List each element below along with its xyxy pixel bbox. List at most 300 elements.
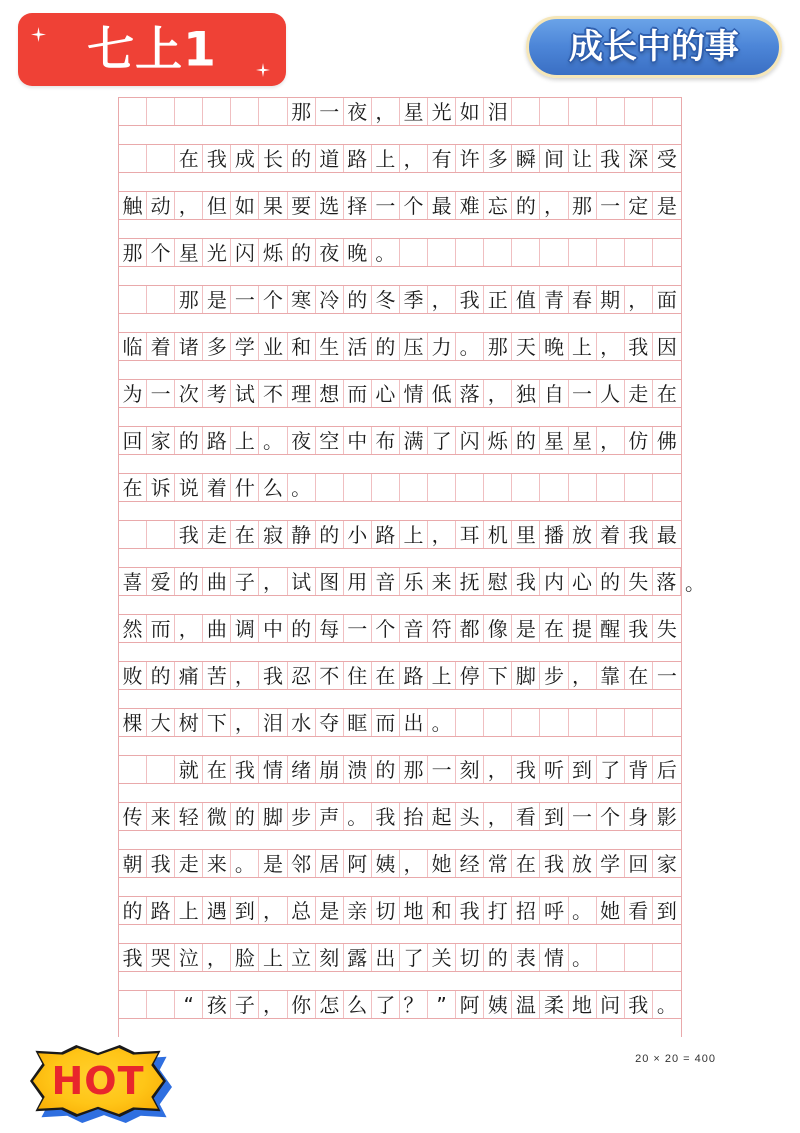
manuscript-cell[interactable]: 到 bbox=[656, 898, 677, 923]
manuscript-cell[interactable]: 看 bbox=[512, 803, 540, 830]
manuscript-row[interactable] bbox=[118, 520, 682, 549]
manuscript-cell[interactable]: ， bbox=[400, 145, 428, 172]
manuscript-cell[interactable]: 温 bbox=[512, 991, 540, 1018]
manuscript-row[interactable] bbox=[118, 426, 682, 455]
manuscript-row[interactable] bbox=[118, 614, 682, 643]
manuscript-cell[interactable]: 一 bbox=[569, 380, 597, 407]
manuscript-cell[interactable]: 在 bbox=[372, 662, 400, 689]
manuscript-cell[interactable]: 上 bbox=[175, 897, 203, 924]
manuscript-cell[interactable]: 考 bbox=[203, 380, 231, 407]
manuscript-row[interactable] bbox=[118, 567, 705, 596]
manuscript-cell[interactable]: 我 bbox=[597, 145, 625, 172]
manuscript-cell[interactable]: 来 bbox=[428, 568, 456, 595]
manuscript-cell[interactable]: 图 bbox=[316, 568, 344, 595]
manuscript-cell-empty[interactable] bbox=[175, 98, 203, 125]
manuscript-cell[interactable]: 问 bbox=[597, 991, 625, 1018]
manuscript-cell[interactable]: 姨 bbox=[484, 991, 512, 1018]
manuscript-row[interactable] bbox=[118, 191, 682, 220]
manuscript-row[interactable] bbox=[118, 755, 682, 784]
manuscript-cell[interactable]: 个 bbox=[372, 615, 400, 642]
manuscript-cell[interactable]: 来 bbox=[147, 803, 175, 830]
manuscript-cell[interactable]: 切 bbox=[456, 944, 484, 971]
manuscript-cell-empty[interactable] bbox=[512, 98, 540, 125]
manuscript-cell[interactable]: 经 bbox=[456, 850, 484, 877]
manuscript-cell[interactable]: 。 bbox=[372, 239, 400, 266]
manuscript-cell-empty[interactable] bbox=[653, 474, 681, 501]
manuscript-cell[interactable]: 最 bbox=[428, 192, 456, 219]
chapter-badge[interactable] bbox=[18, 13, 286, 86]
manuscript-cell[interactable]: 里 bbox=[512, 521, 540, 548]
manuscript-cell-empty[interactable] bbox=[400, 474, 428, 501]
manuscript-cell[interactable]: ， bbox=[625, 286, 653, 313]
manuscript-cell[interactable]: 符 bbox=[428, 615, 456, 642]
manuscript-cell[interactable]: 关 bbox=[428, 944, 456, 971]
manuscript-cell[interactable]: 那 bbox=[288, 98, 316, 125]
manuscript-cell[interactable]: 有 bbox=[428, 145, 456, 172]
manuscript-cell[interactable]: 触 bbox=[119, 192, 147, 219]
manuscript-cell-empty[interactable] bbox=[456, 474, 484, 501]
manuscript-cell[interactable]: 闪 bbox=[231, 239, 259, 266]
manuscript-cell[interactable]: 总 bbox=[288, 897, 316, 924]
manuscript-cell-empty[interactable] bbox=[119, 521, 147, 548]
manuscript-cell[interactable]: 说 bbox=[175, 474, 203, 501]
manuscript-cell[interactable]: 我 bbox=[456, 897, 484, 924]
manuscript-cell[interactable]: 了 bbox=[400, 944, 428, 971]
manuscript-cell[interactable]: 回 bbox=[625, 850, 653, 877]
manuscript-cell[interactable]: 一 bbox=[344, 615, 372, 642]
manuscript-cell[interactable]: 个 bbox=[147, 239, 175, 266]
manuscript-cell[interactable]: 在 bbox=[625, 662, 653, 689]
manuscript-cell[interactable]: 的 bbox=[512, 192, 540, 219]
manuscript-cell[interactable]: 人 bbox=[597, 380, 625, 407]
manuscript-cell[interactable]: ， bbox=[400, 850, 428, 877]
manuscript-cell[interactable]: 居 bbox=[316, 850, 344, 877]
manuscript-cell[interactable]: 诸 bbox=[175, 333, 203, 360]
manuscript-cell[interactable]: 如 bbox=[231, 192, 259, 219]
manuscript-cell[interactable]: 了 bbox=[597, 756, 625, 783]
manuscript-cell[interactable]: 遇 bbox=[203, 897, 231, 924]
manuscript-cell[interactable]: 佛 bbox=[656, 428, 677, 453]
manuscript-cell[interactable]: 下 bbox=[203, 709, 231, 736]
manuscript-cell[interactable]: 的 bbox=[147, 662, 175, 689]
manuscript-cell[interactable]: 的 bbox=[288, 615, 316, 642]
manuscript-cell[interactable]: 来 bbox=[203, 850, 231, 877]
manuscript-cell[interactable]: 心 bbox=[372, 380, 400, 407]
manuscript-cell[interactable]: 我 bbox=[625, 991, 653, 1018]
manuscript-cell-empty[interactable] bbox=[147, 521, 175, 548]
manuscript-row[interactable] bbox=[118, 473, 682, 502]
manuscript-cell[interactable]: 脚 bbox=[512, 662, 540, 689]
manuscript-cell-empty[interactable] bbox=[119, 756, 147, 783]
manuscript-row[interactable] bbox=[118, 661, 682, 690]
manuscript-cell-empty[interactable] bbox=[344, 474, 372, 501]
manuscript-cell[interactable]: 子 bbox=[231, 991, 259, 1018]
manuscript-cell[interactable]: 落 bbox=[653, 568, 681, 595]
manuscript-row[interactable] bbox=[118, 990, 682, 1019]
manuscript-cell[interactable]: ， bbox=[175, 615, 203, 642]
manuscript-cell[interactable]: 次 bbox=[175, 380, 203, 407]
manuscript-cell-empty[interactable] bbox=[569, 474, 597, 501]
manuscript-cell[interactable]: ， bbox=[175, 192, 203, 219]
manuscript-cell[interactable]: 学 bbox=[231, 333, 259, 360]
manuscript-cell[interactable]: 的 bbox=[231, 803, 259, 830]
manuscript-cell[interactable]: 大 bbox=[147, 709, 175, 736]
manuscript-cell[interactable]: 亲 bbox=[344, 897, 372, 924]
manuscript-cell[interactable]: 败 bbox=[119, 662, 147, 689]
manuscript-cell[interactable]: 我 bbox=[231, 756, 259, 783]
manuscript-cell[interactable]: 醒 bbox=[597, 615, 625, 642]
manuscript-cell[interactable]: 一 bbox=[372, 192, 400, 219]
manuscript-cell-empty[interactable] bbox=[147, 98, 175, 125]
manuscript-cell[interactable]: 身 bbox=[625, 803, 653, 830]
manuscript-cell-empty[interactable] bbox=[147, 286, 175, 313]
manuscript-cell[interactable]: 光 bbox=[203, 239, 231, 266]
manuscript-cell[interactable]: 低 bbox=[428, 380, 456, 407]
manuscript-cell[interactable]: 抬 bbox=[400, 803, 428, 830]
manuscript-cell[interactable]: 哭 bbox=[147, 944, 175, 971]
manuscript-cell[interactable]: 阿 bbox=[456, 991, 484, 1018]
manuscript-cell[interactable]: 微 bbox=[203, 803, 231, 830]
manuscript-cell-empty[interactable] bbox=[540, 239, 568, 266]
manuscript-cell[interactable]: 每 bbox=[316, 615, 344, 642]
manuscript-cell[interactable]: 是 bbox=[316, 897, 344, 924]
manuscript-cell[interactable]: 夺 bbox=[316, 709, 344, 736]
manuscript-cell[interactable]: 间 bbox=[540, 145, 568, 172]
manuscript-cell[interactable]: 是 bbox=[656, 193, 677, 218]
manuscript-cell[interactable]: 刻 bbox=[456, 756, 484, 783]
manuscript-cell[interactable]: 的 bbox=[597, 568, 625, 595]
manuscript-cell[interactable]: 么 bbox=[344, 991, 372, 1018]
manuscript-cell[interactable]: 独 bbox=[512, 380, 540, 407]
manuscript-row[interactable] bbox=[118, 943, 682, 972]
manuscript-cell[interactable]: 寂 bbox=[259, 521, 287, 548]
manuscript-cell[interactable]: 是 bbox=[259, 850, 287, 877]
manuscript-cell[interactable]: 值 bbox=[512, 286, 540, 313]
manuscript-cell[interactable]: 我 bbox=[512, 568, 540, 595]
manuscript-cell[interactable]: 步 bbox=[288, 803, 316, 830]
manuscript-cell[interactable]: 喜 bbox=[119, 568, 147, 595]
manuscript-cell-empty[interactable] bbox=[512, 709, 540, 736]
manuscript-cell[interactable]: 我 bbox=[147, 850, 175, 877]
manuscript-cell[interactable]: 棵 bbox=[119, 709, 147, 736]
manuscript-cell[interactable]: 。 bbox=[428, 709, 456, 736]
manuscript-cell[interactable]: 出 bbox=[400, 709, 428, 736]
manuscript-cell[interactable]: 空 bbox=[316, 427, 344, 454]
manuscript-cell[interactable]: ， bbox=[259, 897, 287, 924]
manuscript-cell[interactable]: 星 bbox=[540, 427, 568, 454]
manuscript-cell[interactable]: 那 bbox=[484, 333, 512, 360]
manuscript-cell[interactable]: 多 bbox=[484, 145, 512, 172]
manuscript-cell[interactable]: 影 bbox=[656, 804, 677, 829]
manuscript-cell[interactable]: 然 bbox=[119, 615, 147, 642]
manuscript-cell[interactable]: 切 bbox=[372, 897, 400, 924]
manuscript-cell[interactable]: 自 bbox=[540, 380, 568, 407]
manuscript-cell[interactable]: 选 bbox=[316, 192, 344, 219]
manuscript-cell[interactable]: 失 bbox=[625, 568, 653, 595]
manuscript-cell[interactable]: 成 bbox=[231, 145, 259, 172]
manuscript-cell[interactable]: ， bbox=[484, 380, 512, 407]
manuscript-row[interactable] bbox=[118, 332, 682, 361]
manuscript-cell[interactable]: 烁 bbox=[259, 239, 287, 266]
manuscript-cell[interactable]: 静 bbox=[288, 521, 316, 548]
manuscript-cell[interactable]: 光 bbox=[428, 98, 456, 125]
manuscript-cell[interactable]: 的 bbox=[288, 239, 316, 266]
manuscript-cell[interactable]: 耳 bbox=[456, 521, 484, 548]
manuscript-cell[interactable]: 布 bbox=[372, 427, 400, 454]
manuscript-cell[interactable]: 业 bbox=[259, 333, 287, 360]
manuscript-cell[interactable]: 播 bbox=[540, 521, 568, 548]
manuscript-cell[interactable]: ， bbox=[231, 662, 259, 689]
manuscript-cell-empty[interactable] bbox=[456, 239, 484, 266]
manuscript-cell-empty[interactable] bbox=[231, 98, 259, 125]
manuscript-cell[interactable]: 泪 bbox=[484, 98, 512, 125]
manuscript-cell[interactable]: 溃 bbox=[344, 756, 372, 783]
manuscript-cell[interactable]: 。 bbox=[656, 992, 677, 1017]
manuscript-cell[interactable]: 春 bbox=[569, 286, 597, 313]
manuscript-cell[interactable]: 了 bbox=[428, 427, 456, 454]
manuscript-cell[interactable]: 她 bbox=[428, 850, 456, 877]
manuscript-cell[interactable]: 路 bbox=[344, 145, 372, 172]
manuscript-cell[interactable]: 什 bbox=[231, 474, 259, 501]
manuscript-cell[interactable]: 爱 bbox=[147, 568, 175, 595]
manuscript-cell[interactable]: 面 bbox=[656, 287, 677, 312]
manuscript-cell[interactable]: 小 bbox=[344, 521, 372, 548]
manuscript-cell[interactable]: 露 bbox=[344, 944, 372, 971]
manuscript-cell[interactable]: 那 bbox=[119, 239, 147, 266]
manuscript-cell[interactable]: 正 bbox=[484, 286, 512, 313]
manuscript-cell-empty[interactable] bbox=[119, 286, 147, 313]
manuscript-cell-empty[interactable] bbox=[203, 98, 231, 125]
manuscript-cell[interactable]: 烁 bbox=[484, 427, 512, 454]
manuscript-cell[interactable]: 满 bbox=[400, 427, 428, 454]
manuscript-cell[interactable]: 季 bbox=[400, 286, 428, 313]
manuscript-cell[interactable]: 出 bbox=[372, 944, 400, 971]
manuscript-cell[interactable]: 脸 bbox=[231, 944, 259, 971]
manuscript-row[interactable] bbox=[118, 144, 682, 173]
manuscript-cell[interactable]: 一 bbox=[316, 98, 344, 125]
manuscript-cell[interactable]: 定 bbox=[625, 192, 653, 219]
manuscript-cell[interactable]: 如 bbox=[456, 98, 484, 125]
manuscript-cell-empty[interactable] bbox=[484, 239, 512, 266]
manuscript-cell[interactable]: 而 bbox=[147, 615, 175, 642]
manuscript-cell[interactable]: 。 bbox=[456, 333, 484, 360]
manuscript-cell[interactable]: 为 bbox=[119, 380, 147, 407]
hot-badge[interactable] bbox=[26, 1043, 176, 1125]
manuscript-row[interactable] bbox=[118, 97, 682, 126]
manuscript-cell[interactable]: 阿 bbox=[344, 850, 372, 877]
manuscript-cell[interactable]: 回 bbox=[119, 427, 147, 454]
manuscript-cell[interactable]: 。 bbox=[231, 850, 259, 877]
manuscript-cell-empty[interactable] bbox=[569, 98, 597, 125]
manuscript-cell-empty[interactable] bbox=[512, 474, 540, 501]
manuscript-cell[interactable]: 试 bbox=[231, 380, 259, 407]
manuscript-cell[interactable]: 我 bbox=[119, 944, 147, 971]
manuscript-cell[interactable]: 中 bbox=[344, 427, 372, 454]
manuscript-cell[interactable]: 寒 bbox=[288, 286, 316, 313]
manuscript-cell[interactable]: 诉 bbox=[147, 474, 175, 501]
manuscript-cell[interactable]: 到 bbox=[569, 756, 597, 783]
manuscript-cell[interactable]: 后 bbox=[656, 757, 677, 782]
manuscript-cell[interactable]: 机 bbox=[484, 521, 512, 548]
manuscript-cell[interactable]: 失 bbox=[656, 616, 677, 641]
manuscript-cell[interactable]: 看 bbox=[625, 897, 653, 924]
manuscript-cell[interactable]: 上 bbox=[428, 662, 456, 689]
manuscript-cell[interactable]: 苦 bbox=[203, 662, 231, 689]
manuscript-cell[interactable]: 乐 bbox=[400, 568, 428, 595]
manuscript-cell[interactable]: 的 bbox=[119, 897, 147, 924]
manuscript-cell[interactable]: 到 bbox=[231, 897, 259, 924]
manuscript-cell[interactable]: 果 bbox=[259, 192, 287, 219]
manuscript-cell[interactable]: 个 bbox=[597, 803, 625, 830]
manuscript-cell[interactable]: 受 bbox=[656, 146, 677, 171]
topic-badge[interactable] bbox=[526, 16, 782, 78]
manuscript-cell[interactable]: 天 bbox=[512, 333, 540, 360]
manuscript-row[interactable] bbox=[118, 802, 682, 831]
manuscript-cell-empty[interactable] bbox=[147, 991, 175, 1018]
manuscript-cell[interactable]: 在 bbox=[540, 615, 568, 642]
manuscript-cell[interactable]: 曲 bbox=[203, 568, 231, 595]
manuscript-cell[interactable]: 。 bbox=[344, 803, 372, 830]
manuscript-cell[interactable]: ， bbox=[259, 568, 287, 595]
manuscript-cell[interactable]: 我 bbox=[625, 615, 653, 642]
manuscript-cell[interactable]: 上 bbox=[259, 944, 287, 971]
manuscript-cell[interactable]: 我 bbox=[456, 286, 484, 313]
manuscript-cell[interactable]: 长 bbox=[259, 145, 287, 172]
manuscript-cell[interactable]: 背 bbox=[625, 756, 653, 783]
manuscript-cell[interactable]: 那 bbox=[175, 286, 203, 313]
manuscript-cell-empty[interactable] bbox=[372, 474, 400, 501]
manuscript-cell[interactable]: 你 bbox=[288, 991, 316, 1018]
manuscript-cell-empty[interactable] bbox=[653, 944, 681, 971]
manuscript-cell[interactable]: 上 bbox=[569, 333, 597, 360]
manuscript-cell[interactable]: 瞬 bbox=[512, 145, 540, 172]
manuscript-cell[interactable]: 音 bbox=[400, 615, 428, 642]
manuscript-cell[interactable]: 因 bbox=[656, 334, 677, 359]
manuscript-cell[interactable]: 轻 bbox=[175, 803, 203, 830]
manuscript-cell[interactable]: 力 bbox=[428, 333, 456, 360]
manuscript-cell[interactable]: 她 bbox=[597, 897, 625, 924]
manuscript-cell-empty[interactable] bbox=[540, 98, 568, 125]
manuscript-cell[interactable]: 头 bbox=[456, 803, 484, 830]
manuscript-cell[interactable]: 我 bbox=[625, 521, 653, 548]
manuscript-cell[interactable]: ， bbox=[231, 709, 259, 736]
manuscript-cell[interactable]: 么 bbox=[259, 474, 287, 501]
manuscript-cell-empty[interactable] bbox=[119, 991, 147, 1018]
manuscript-cell[interactable]: 音 bbox=[372, 568, 400, 595]
manuscript-cell[interactable]: 许 bbox=[456, 145, 484, 172]
manuscript-cell[interactable]: 的 bbox=[175, 568, 203, 595]
manuscript-cell-empty[interactable] bbox=[597, 709, 625, 736]
manuscript-cell[interactable]: ， bbox=[428, 521, 456, 548]
manuscript-cell[interactable]: 我 bbox=[372, 803, 400, 830]
manuscript-cell[interactable]: 子 bbox=[231, 568, 259, 595]
manuscript-cell-empty[interactable] bbox=[597, 474, 625, 501]
manuscript-cell[interactable]: 。 bbox=[288, 474, 316, 501]
manuscript-cell[interactable]: 要 bbox=[288, 192, 316, 219]
manuscript-cell[interactable]: 痛 bbox=[175, 662, 203, 689]
manuscript-cell[interactable]: 一 bbox=[569, 803, 597, 830]
manuscript-cell[interactable]: 起 bbox=[428, 803, 456, 830]
manuscript-cell[interactable]: 着 bbox=[147, 333, 175, 360]
manuscript-cell[interactable]: ， bbox=[597, 427, 625, 454]
manuscript-cell[interactable]: 曲 bbox=[203, 615, 231, 642]
manuscript-cell[interactable]: 抚 bbox=[456, 568, 484, 595]
manuscript-row[interactable] bbox=[118, 379, 682, 408]
manuscript-cell[interactable]: 调 bbox=[231, 615, 259, 642]
manuscript-cell-empty[interactable] bbox=[147, 756, 175, 783]
manuscript-cell-empty[interactable] bbox=[512, 239, 540, 266]
manuscript-cell[interactable]: 姨 bbox=[372, 850, 400, 877]
manuscript-cell[interactable]: 听 bbox=[540, 756, 568, 783]
manuscript-cell-empty[interactable] bbox=[119, 145, 147, 172]
manuscript-cell[interactable]: 怎 bbox=[316, 991, 344, 1018]
manuscript-row[interactable] bbox=[118, 849, 682, 878]
manuscript-cell[interactable]: ” bbox=[428, 991, 456, 1018]
manuscript-cell[interactable]: ， bbox=[203, 944, 231, 971]
manuscript-cell[interactable]: 个 bbox=[400, 192, 428, 219]
manuscript-cell[interactable]: 绪 bbox=[288, 756, 316, 783]
manuscript-cell[interactable]: 眶 bbox=[344, 709, 372, 736]
manuscript-cell[interactable]: 脚 bbox=[259, 803, 287, 830]
manuscript-cell-empty[interactable] bbox=[119, 98, 147, 125]
manuscript-cell[interactable]: 不 bbox=[259, 380, 287, 407]
manuscript-cell[interactable]: 走 bbox=[625, 380, 653, 407]
manuscript-cell[interactable]: 择 bbox=[344, 192, 372, 219]
manuscript-cell[interactable]: ， bbox=[540, 192, 568, 219]
manuscript-cell[interactable]: 学 bbox=[597, 850, 625, 877]
manuscript-cell-empty[interactable] bbox=[625, 709, 653, 736]
manuscript-cell[interactable]: 试 bbox=[288, 568, 316, 595]
manuscript-cell[interactable]: 在 bbox=[512, 850, 540, 877]
manuscript-cell[interactable]: 泪 bbox=[259, 709, 287, 736]
manuscript-cell[interactable]: 树 bbox=[175, 709, 203, 736]
manuscript-cell[interactable]: 的 bbox=[512, 427, 540, 454]
manuscript-cell[interactable]: 我 bbox=[512, 756, 540, 783]
manuscript-cell[interactable]: 。 bbox=[569, 897, 597, 924]
manuscript-cell[interactable]: 常 bbox=[484, 850, 512, 877]
manuscript-cell[interactable]: 深 bbox=[625, 145, 653, 172]
manuscript-cell[interactable]: 下 bbox=[484, 662, 512, 689]
manuscript-cell-empty[interactable] bbox=[428, 474, 456, 501]
manuscript-cell[interactable]: 的 bbox=[372, 756, 400, 783]
manuscript-cell-empty[interactable] bbox=[456, 709, 484, 736]
manuscript-cell[interactable]: 在 bbox=[203, 756, 231, 783]
manuscript-cell[interactable]: 的 bbox=[484, 944, 512, 971]
manuscript-cell[interactable]: 我 bbox=[259, 662, 287, 689]
manuscript-cell[interactable]: 都 bbox=[456, 615, 484, 642]
manuscript-cell[interactable]: 夜 bbox=[344, 98, 372, 125]
manuscript-cell-empty[interactable] bbox=[625, 944, 653, 971]
manuscript-cell[interactable]: 闪 bbox=[456, 427, 484, 454]
manuscript-cell[interactable]: 我 bbox=[540, 850, 568, 877]
manuscript-cell[interactable]: 像 bbox=[484, 615, 512, 642]
manuscript-cell[interactable]: ， bbox=[484, 756, 512, 783]
manuscript-cell[interactable]: 但 bbox=[203, 192, 231, 219]
manuscript-cell[interactable]: 想 bbox=[316, 380, 344, 407]
manuscript-cell[interactable]: 一 bbox=[428, 756, 456, 783]
manuscript-cell-empty[interactable] bbox=[484, 474, 512, 501]
manuscript-cell[interactable]: 家 bbox=[147, 427, 175, 454]
manuscript-cell[interactable]: 地 bbox=[569, 991, 597, 1018]
manuscript-cell[interactable]: 那 bbox=[569, 192, 597, 219]
manuscript-cell[interactable]: 内 bbox=[540, 568, 568, 595]
manuscript-cell[interactable]: 打 bbox=[484, 897, 512, 924]
manuscript-cell[interactable]: 的 bbox=[288, 145, 316, 172]
manuscript-cell[interactable]: 水 bbox=[288, 709, 316, 736]
manuscript-cell-empty[interactable] bbox=[653, 709, 681, 736]
manuscript-cell[interactable]: 慰 bbox=[484, 568, 512, 595]
manuscript-cell[interactable]: 在 bbox=[656, 381, 677, 406]
